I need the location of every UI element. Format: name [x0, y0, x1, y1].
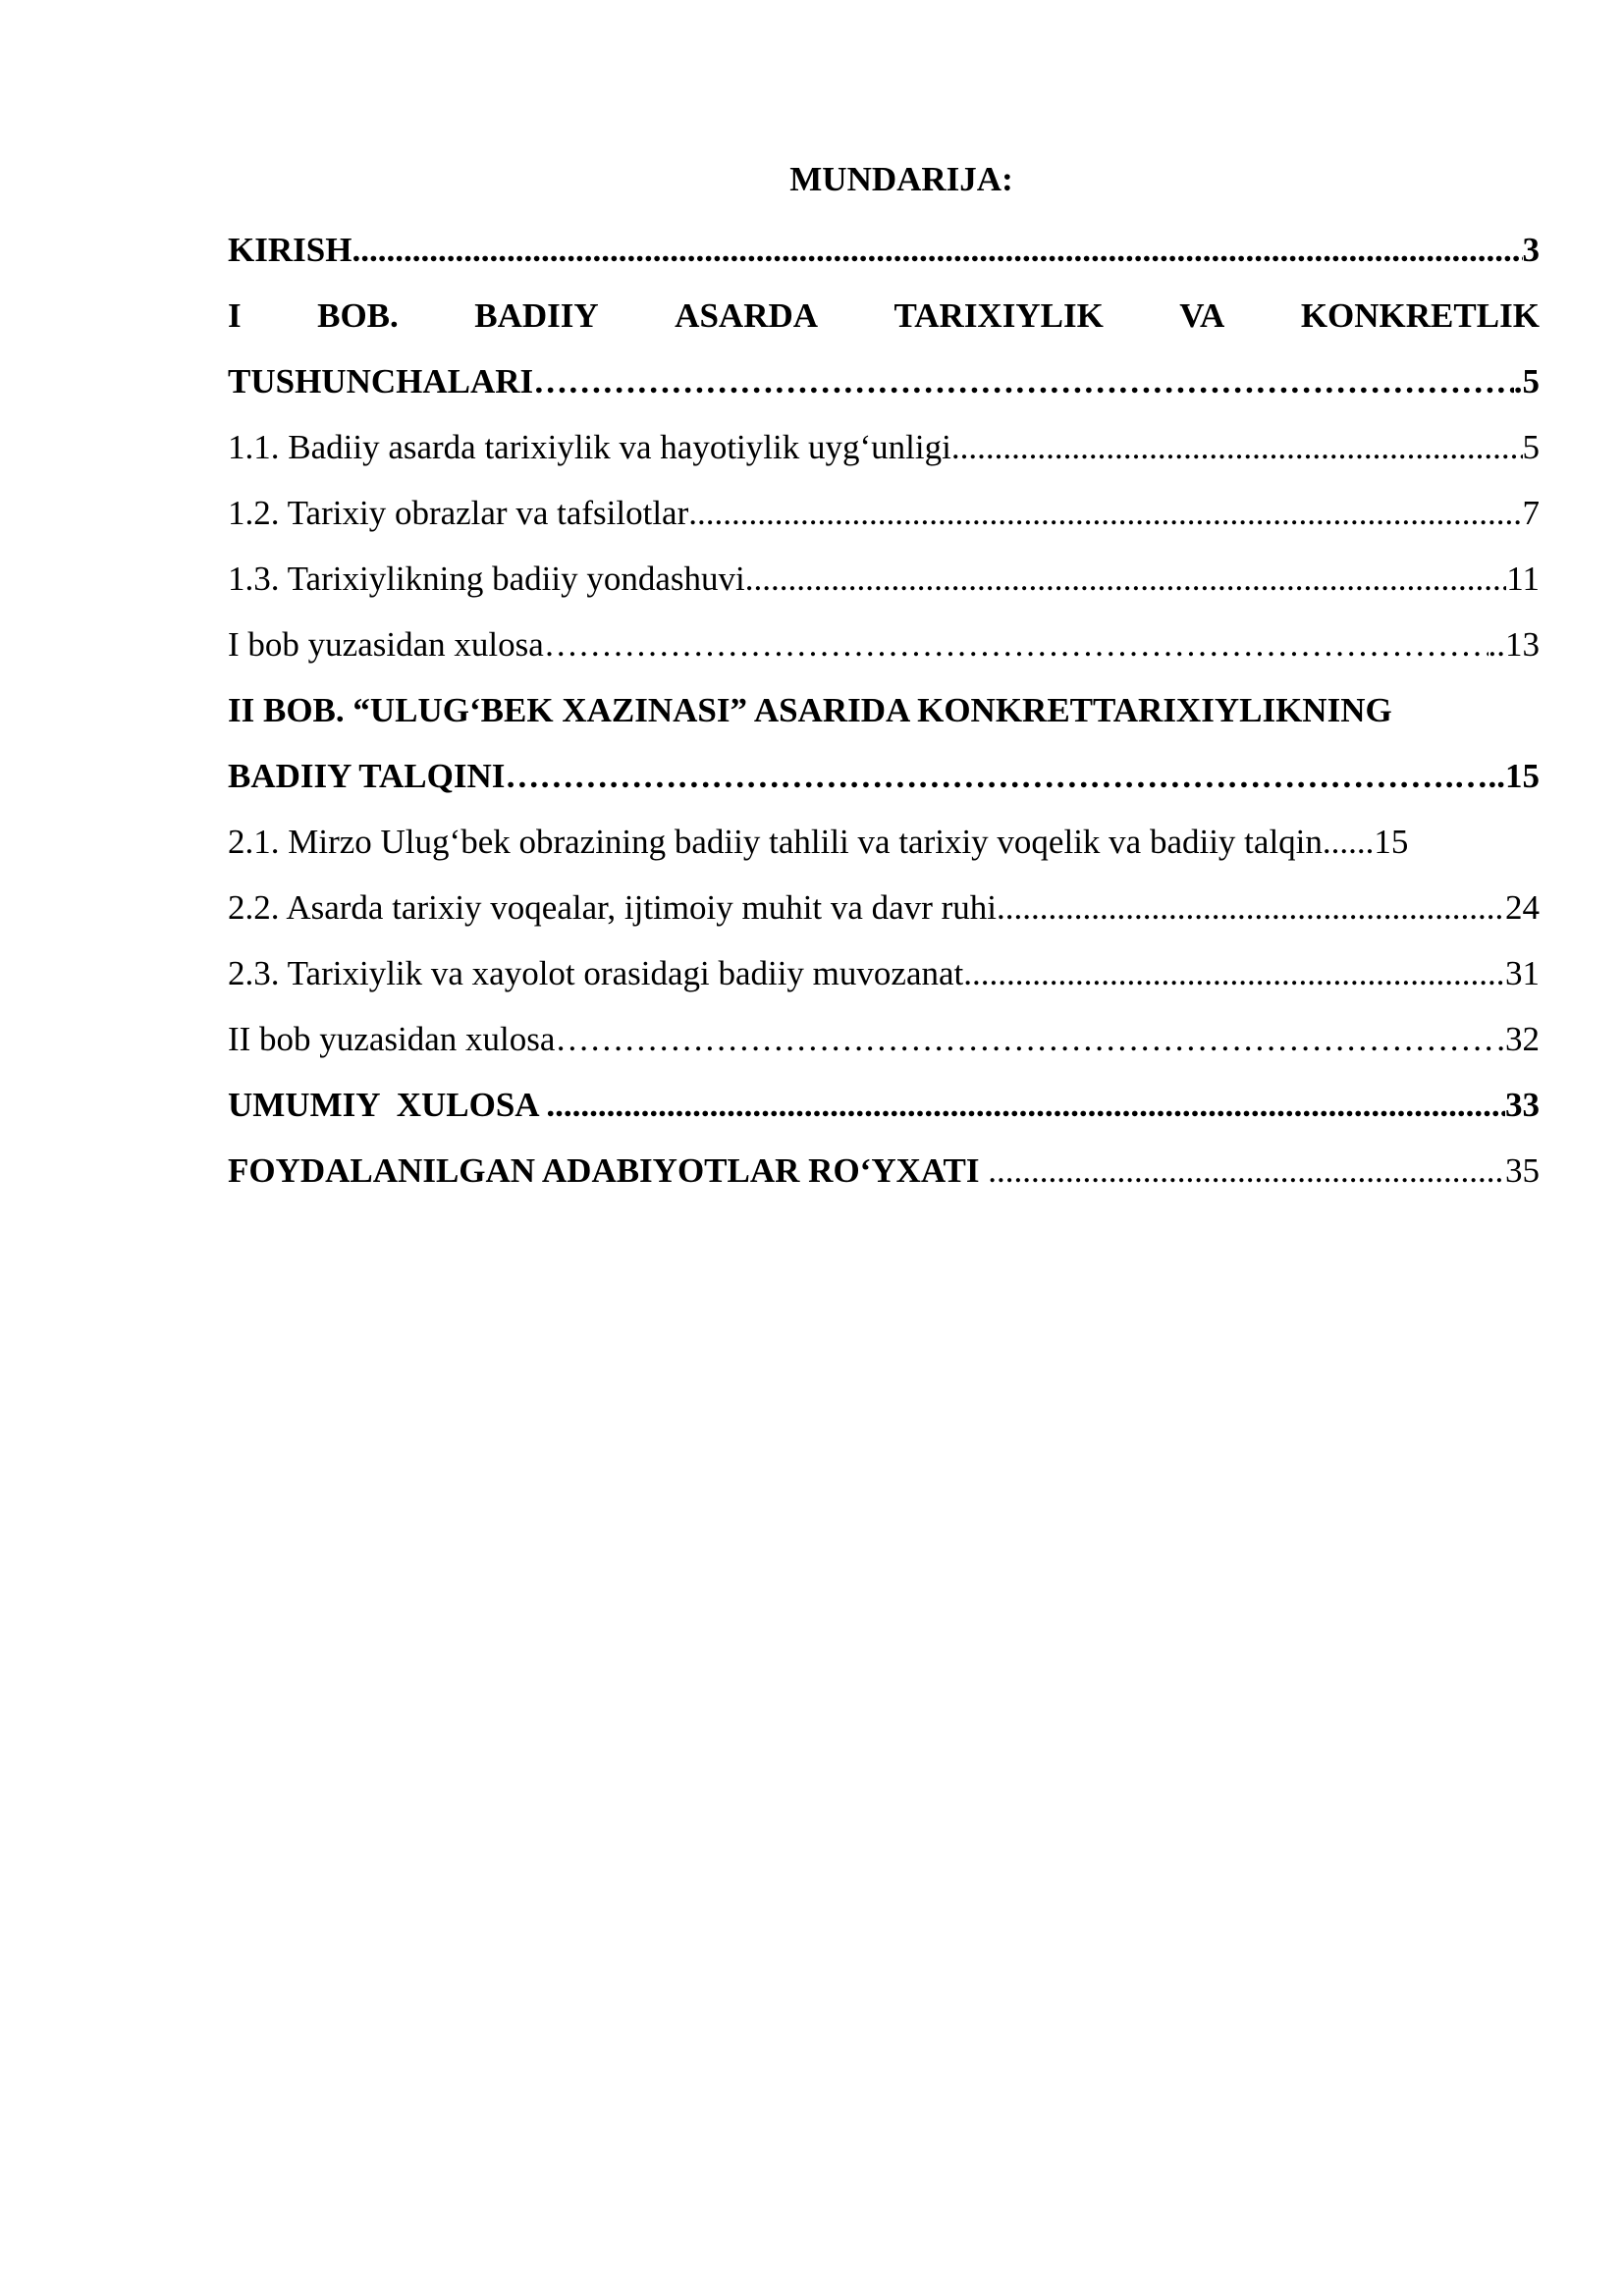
toc-word: VA: [1179, 295, 1225, 335]
toc-entry-1-3: [228, 546, 1540, 612]
toc-entry-chapter-2-summary: [228, 1006, 1540, 1072]
toc-entry-chapter-1-line-1: [228, 283, 1540, 348]
dot-leader: [505, 757, 1444, 796]
toc-entry-label: I bob yuzasidan xulosa: [228, 624, 544, 664]
toc-entry-1-2: [228, 480, 1540, 546]
toc-entry-page: ......15: [1322, 822, 1409, 861]
toc-entry-page: 24: [1505, 887, 1540, 927]
toc-entry-page: .…..15: [1444, 756, 1540, 795]
toc-entry-page: 35: [1505, 1150, 1540, 1190]
dot-leader: [352, 231, 1522, 270]
toc-entry-chapter-2-line-2: [228, 743, 1540, 809]
toc-entry-page: .5: [1513, 361, 1540, 400]
dot-leader: [988, 1151, 1505, 1191]
toc-entry-2-2: [228, 875, 1540, 940]
dot-leader: [745, 560, 1507, 599]
toc-entry-page: 5: [1522, 427, 1540, 466]
toc-title: MUNDARIJA:: [789, 160, 1013, 198]
toc-entry-chapter-1-line-2: [228, 348, 1540, 414]
toc-entry-label: 1.1. Badiiy asarda tarixiylik va hayotiylik uyg‘unligi: [228, 427, 951, 466]
toc-entry-2-3: [228, 940, 1540, 1006]
toc-word: KONKRETLIK: [1300, 295, 1540, 335]
toc-entry-page: ..13: [1488, 624, 1540, 664]
toc-entry-2-1: [228, 809, 1540, 875]
toc-entry-label: FOYDALANILGAN ADABIYOTLAR RO‘YXATI: [228, 1150, 989, 1190]
toc-entry-chapter-1-summary: [228, 612, 1540, 677]
toc-entry-page: 3: [1522, 230, 1540, 269]
toc-entry-label: BADIIY TALQINI: [228, 756, 506, 795]
toc-word: ASARDA: [675, 295, 819, 335]
toc-entry-label: 2.2. Asarda tarixiy voqealar, ijtimoiy muhit va davr ruhi: [228, 887, 998, 927]
toc-entry-page: .32: [1496, 1019, 1540, 1058]
toc-word: BOB.: [317, 295, 399, 335]
toc-entry-label: II bob yuzasidan xulosa: [228, 1019, 556, 1058]
dot-leader: [544, 625, 1489, 665]
toc-entry-label: TUSHUNCHALARI: [228, 361, 534, 400]
toc-entry-label: 2.3. Tarixiylik va xayolot orasidagi badiiy muvozanat: [228, 953, 964, 992]
dot-leader: [688, 494, 1522, 533]
toc-entry-label: 1.2. Tarixiy obrazlar va tafsilotlar: [228, 493, 689, 532]
dot-leader: [963, 954, 1505, 993]
toc-word: BADIIY: [474, 295, 599, 335]
toc-entry-conclusion: [228, 1072, 1540, 1138]
toc-entry-label: 1.3. Tarixiylikning badiiy yondashuvi: [228, 559, 745, 598]
toc-entry-page: 33: [1505, 1085, 1540, 1124]
dot-leader: [997, 888, 1505, 928]
toc-word: TARIXIYLIK: [893, 295, 1104, 335]
toc-entry-label: UMUMIY XULOSA: [228, 1085, 547, 1124]
toc-entry-label: II BOB. “ULUG‘BEK XAZINASI” ASARIDA KONKRETTARIXIYLIKNING: [228, 690, 1392, 729]
toc-entry-label: 2.1. Mirzo Ulug‘bek obrazining badiiy tahlili va tarixiy voqelik va badiiy talqin: [228, 822, 1323, 861]
dot-leader: [951, 428, 1523, 467]
toc-word: I: [228, 295, 242, 335]
dot-leader: [533, 362, 1514, 401]
table-of-contents: [228, 152, 1540, 1203]
toc-entry-label: KIRISH: [228, 230, 352, 269]
dot-leader: [555, 1020, 1496, 1059]
toc-entry-page: 7: [1522, 493, 1540, 532]
toc-entry-kirish: [228, 217, 1540, 283]
toc-entry-chapter-2-line-1: [228, 677, 1540, 743]
toc-entry-1-1: [228, 414, 1540, 480]
toc-entry-page: 11: [1506, 559, 1540, 598]
dot-leader: [546, 1086, 1505, 1125]
toc-entry-references: [228, 1138, 1540, 1203]
toc-entry-page: 31: [1505, 953, 1540, 992]
